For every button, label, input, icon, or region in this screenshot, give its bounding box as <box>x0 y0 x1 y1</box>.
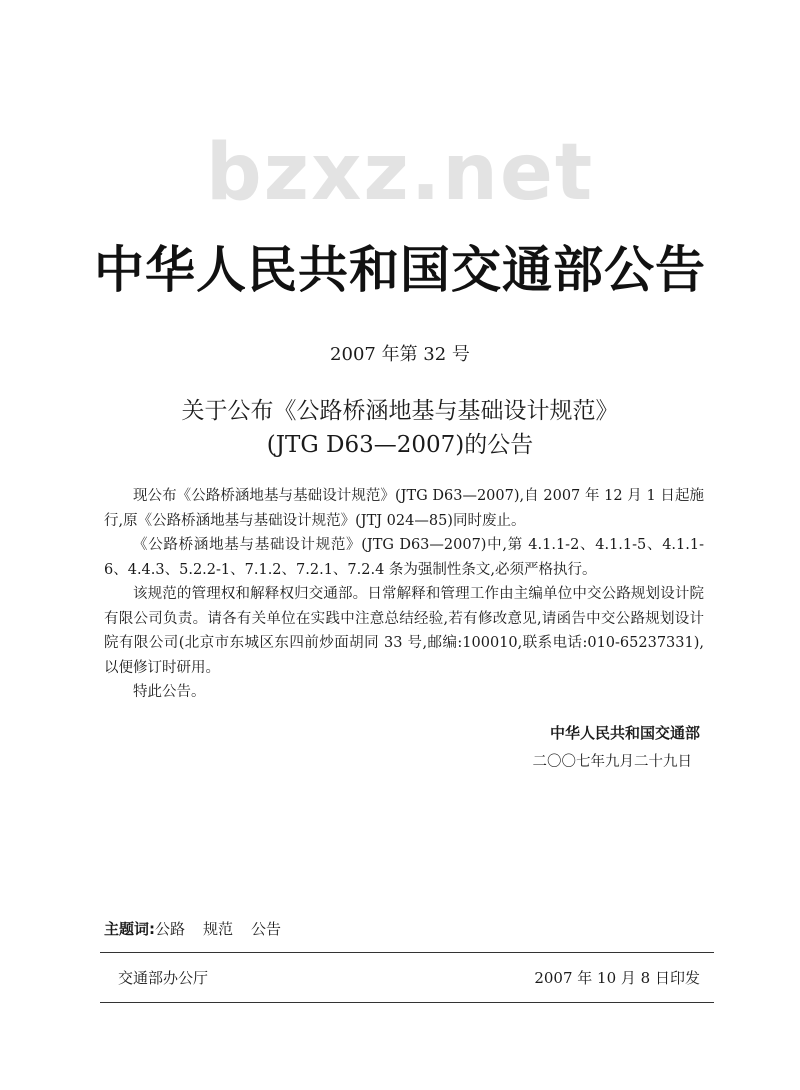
keyword-item: 公告 <box>251 920 282 938</box>
keyword-item: 规范 <box>203 920 234 938</box>
keyword-item: 公路 <box>155 920 186 938</box>
divider-bottom <box>100 1002 714 1003</box>
paragraph-4: 特此公告。 <box>133 684 206 700</box>
footer-office: 交通部办公厅 <box>118 969 209 987</box>
keywords-label: 主题词: <box>104 920 155 938</box>
issuer-name: 中华人民共和国交通部 <box>549 724 700 742</box>
divider-top <box>100 952 714 953</box>
keywords-line <box>104 918 299 939</box>
paragraph-1: 现公布《公路桥涵地基与基础设计规范》(JTG D63—2007),自 2007 年 12 月 1 日起施行,原《公路桥涵地基与基础设计规范》(JTJ 024—85)同时废止。 <box>104 488 704 529</box>
paragraph-3: 该规范的管理权和解释权归交通部。日常解释和管理工作由主编单位中交公路规划设计院有限公司负责。请各有关单位在实践中注意总结经验,若有修改意见,请函告中交公路规划设计院有限公司(北京市东城区东四前炒面胡同 33 号,邮编:100010,联系电话:010-65237331),以便修订时研用。 <box>104 586 704 676</box>
subtitle-line-1: 关于公布《公路桥涵地基与基础设计规范》 <box>181 398 619 424</box>
watermark: bzxz.net <box>205 128 595 218</box>
announcement-body <box>104 484 704 705</box>
document-number: 2007 年第 32 号 <box>330 344 470 365</box>
subtitle-line-2: (JTG D63—2007)的公告 <box>266 432 534 458</box>
paragraph-2: 《公路桥涵地基与基础设计规范》(JTG D63—2007)中,第 4.1.1-2、4.1.1-5、4.1.1-6、4.4.3、5.2.2-1、7.1.2、7.2.1、7.2.4 条为强制性条文,必须严格执行。 <box>104 537 704 578</box>
issue-date: 二〇〇七年九月二十九日 <box>532 754 692 770</box>
footer-print-date: 2007 年 10 月 8 日印发 <box>534 969 700 987</box>
document-title: 中华人民共和国交通部公告 <box>94 241 706 299</box>
